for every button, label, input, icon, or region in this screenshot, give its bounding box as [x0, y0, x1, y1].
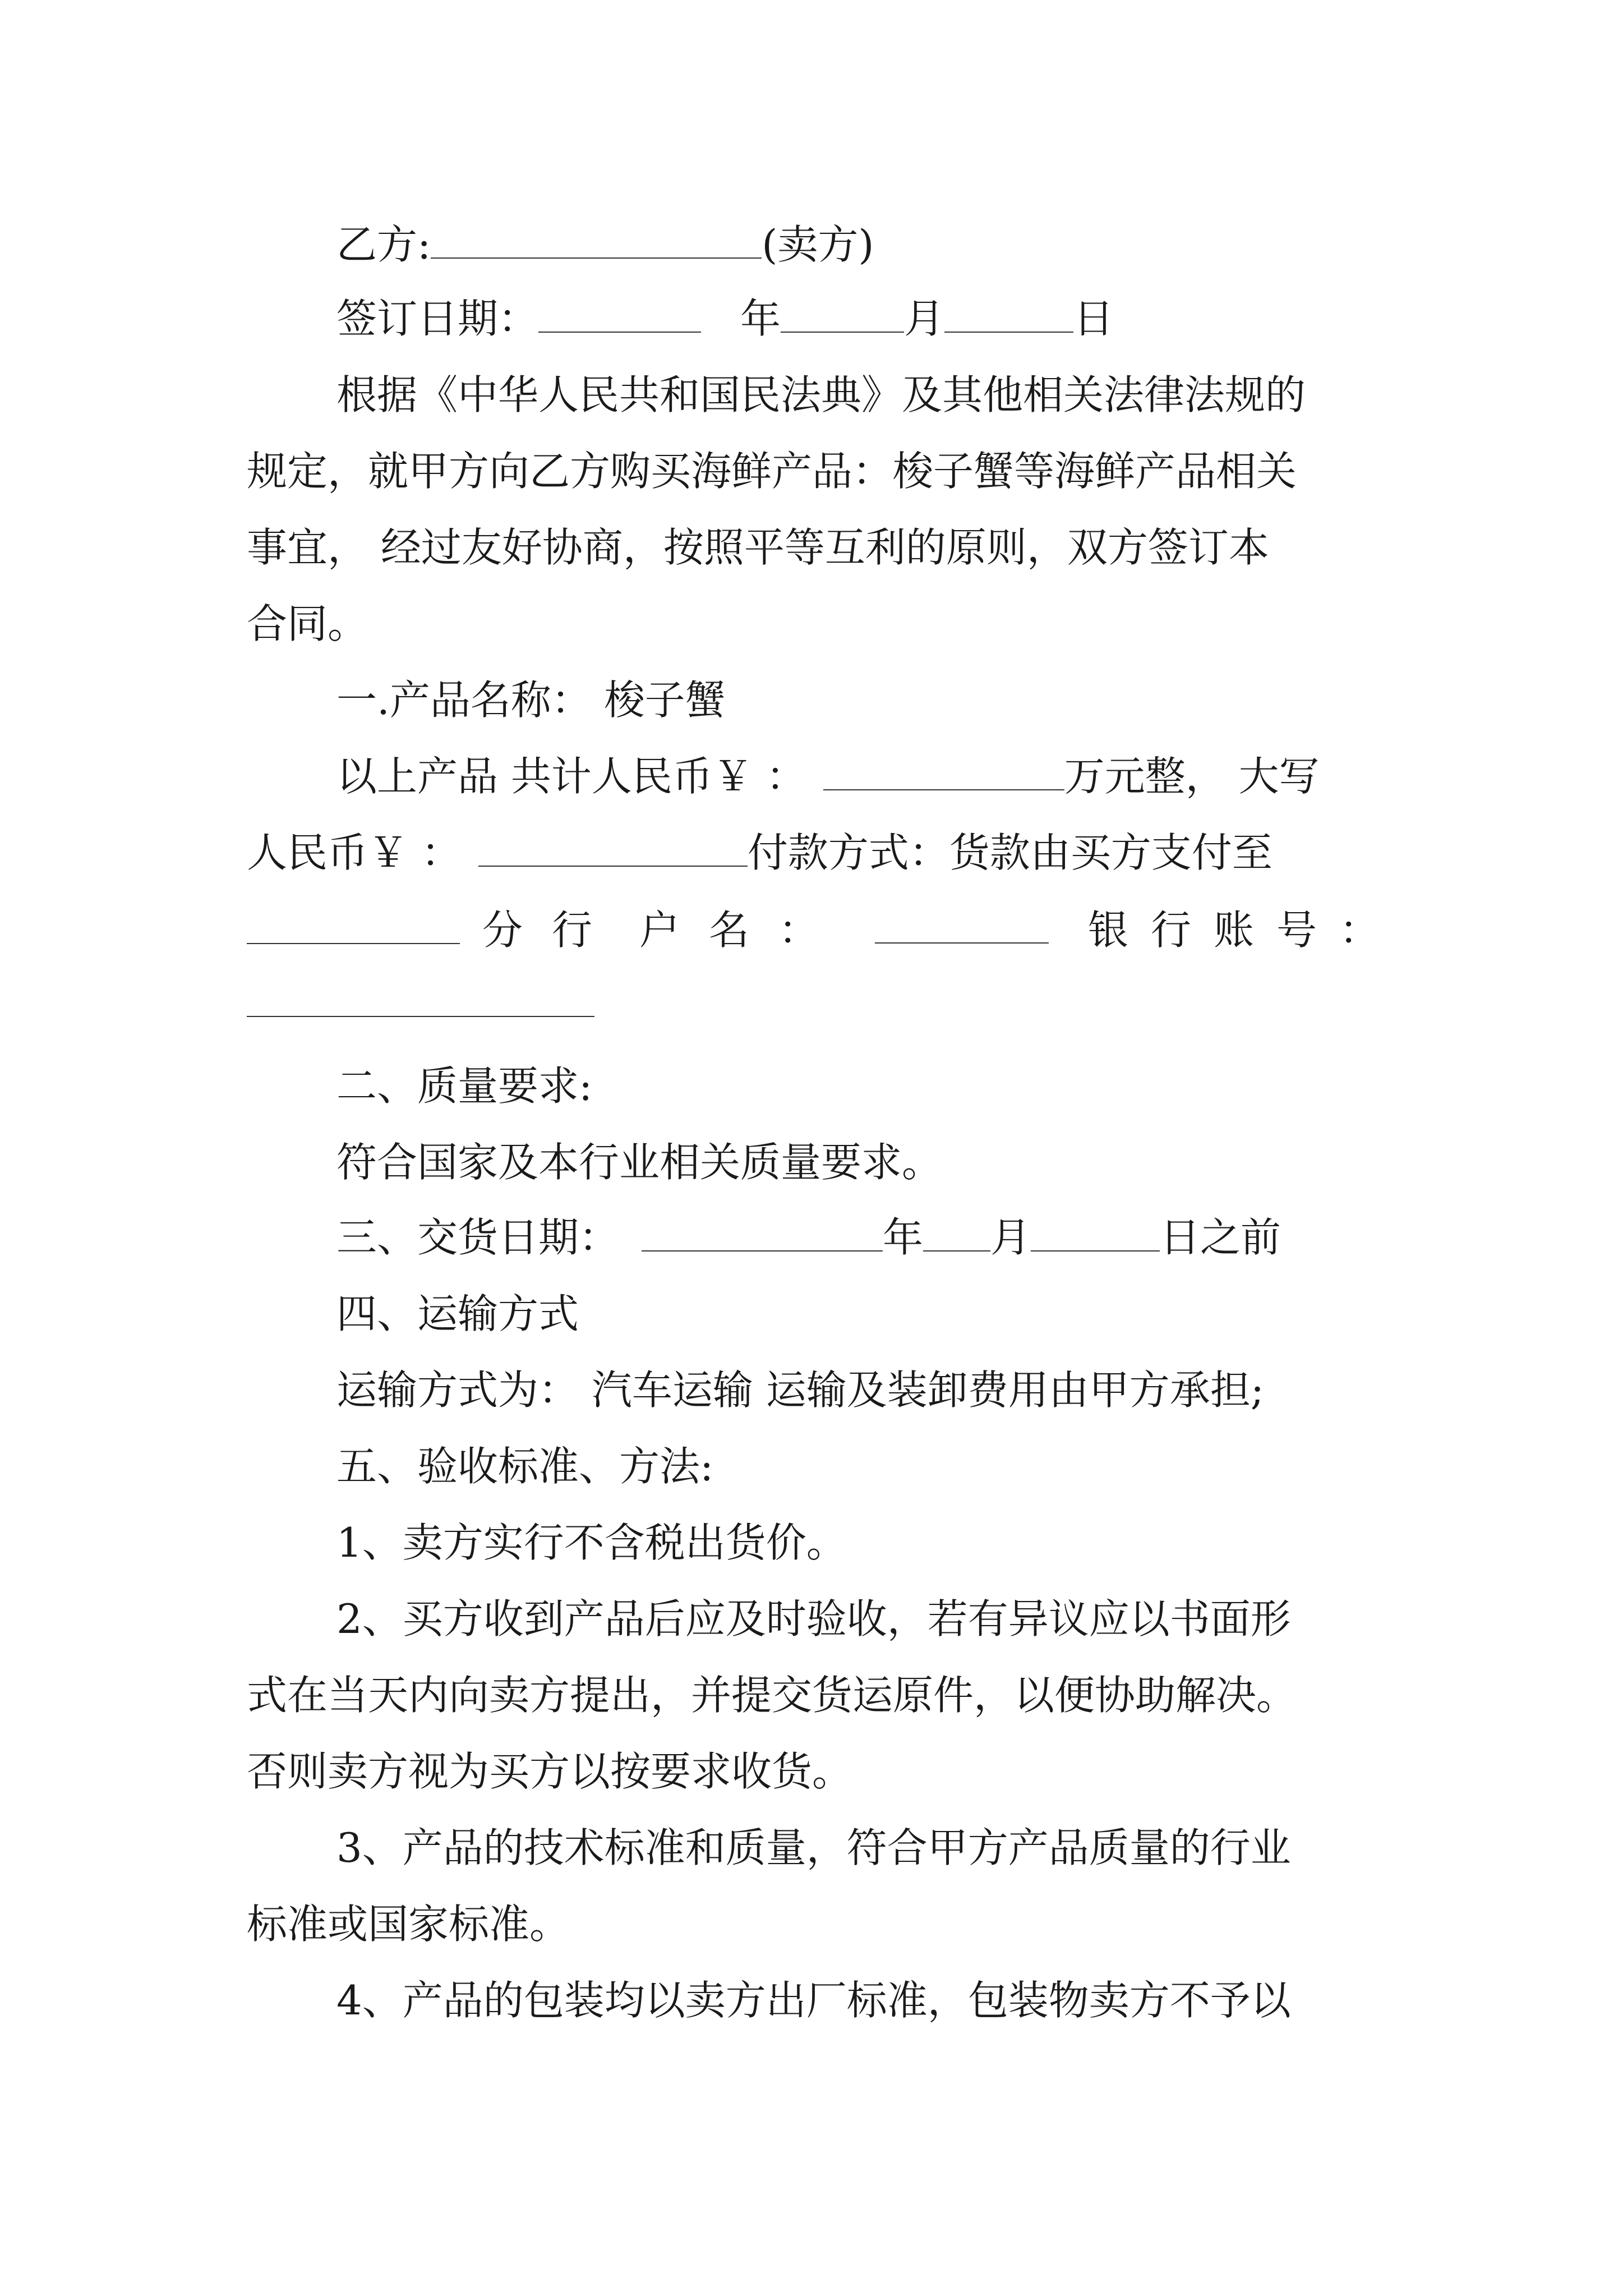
- sign-month-blank: [781, 292, 904, 333]
- payment-method: 付款方式：货款由买方支付至: [747, 829, 1272, 876]
- price-uppercase-blank: [478, 826, 748, 867]
- sign-date-line: [336, 292, 1114, 346]
- sign-date-label: 签订日期：: [336, 295, 539, 342]
- price-label: 以上产品 共计人民币￥ ：: [336, 753, 806, 800]
- section-5-item-2-line-3: 否则卖方视为买方以按要求收货。: [247, 1748, 853, 1795]
- sign-month: 月: [904, 295, 945, 342]
- party-b-label: 乙方:: [336, 221, 431, 268]
- sign-day: 日: [1073, 295, 1114, 342]
- preamble-line-2: 规定，就甲方向乙方购买海鲜产品：梭子蟹等海鲜产品相关: [247, 448, 1297, 495]
- delivery-year-blank: [642, 1211, 883, 1251]
- price-amount-blank: [823, 750, 1064, 790]
- sign-year-blank: [538, 292, 701, 333]
- section-4-body: 运输方式为： 汽车运输 运输及装卸费用由甲方承担;: [336, 1366, 1265, 1414]
- price-unit: 万元整， 大写: [1064, 753, 1320, 800]
- account-name-blank: [875, 903, 1049, 944]
- bank-account-blank: [247, 977, 594, 1017]
- section-5-item-2-line-1: 2、买方收到产品后应及时验收，若有异议应以书面形: [336, 1595, 1291, 1642]
- section-4-title: 四、运输方式: [336, 1290, 579, 1337]
- section-5-item-3-line-2: 标准或国家标准。: [247, 1901, 570, 1948]
- bank-account-line: [247, 976, 594, 1030]
- branch-blank: [247, 904, 460, 944]
- branch-label: 分行: [482, 907, 622, 954]
- section-5-item-3-line-1: 3、产品的技术标准和质量，符合甲方产品质量的行业: [336, 1824, 1291, 1871]
- section-5-item-1: 1、卖方实行不含税出货价。: [336, 1519, 847, 1566]
- price-uppercase-label: 人民币￥ ：: [247, 829, 462, 876]
- section-5-item-2-line-2: 式在当天内向卖方提出，并提交货运原件，以便协助解决。: [247, 1672, 1297, 1719]
- sign-year: 年: [740, 295, 781, 342]
- delivery-day-blank: [1031, 1211, 1160, 1251]
- price-line-1: [336, 749, 1320, 803]
- section-2-body: 符合国家及本行业相关质量要求。: [336, 1139, 943, 1186]
- party-b-blank: [431, 218, 762, 259]
- price-line-2: [247, 826, 1272, 880]
- section-2-title: 二、质量要求:: [336, 1062, 593, 1110]
- preamble-line-3: 事宜， 经过友好协商，按照平等互利的原则，双方签订本: [247, 524, 1269, 571]
- sign-day-blank: [944, 292, 1073, 333]
- party-b-line: [336, 218, 874, 272]
- preamble-line-4: 合同。: [247, 600, 368, 647]
- section-3-line: [336, 1211, 1281, 1264]
- bank-account-label: 银行账号：: [1088, 907, 1403, 954]
- section-5-title: 五、验收标准、方法:: [336, 1443, 714, 1490]
- delivery-month-blank: [923, 1211, 990, 1251]
- delivery-month: 月: [990, 1214, 1031, 1261]
- party-b-suffix: (卖方): [762, 221, 874, 268]
- delivery-year: 年: [883, 1214, 924, 1261]
- section-3-title: 三、交货日期：: [336, 1214, 620, 1261]
- bank-line: [247, 903, 1403, 957]
- delivery-day: 日之前: [1160, 1214, 1281, 1261]
- preamble-line-1: 根据《中华人民共和国民法典》及其他相关法律法规的: [336, 371, 1306, 418]
- section-5-item-4-line-1: 4、产品的包装均以卖方出厂标准，包装物卖方不予以: [336, 1977, 1291, 2024]
- section-1-title: 一.产品名称： 梭子蟹: [336, 677, 726, 724]
- account-name-label: 户名：: [639, 907, 849, 954]
